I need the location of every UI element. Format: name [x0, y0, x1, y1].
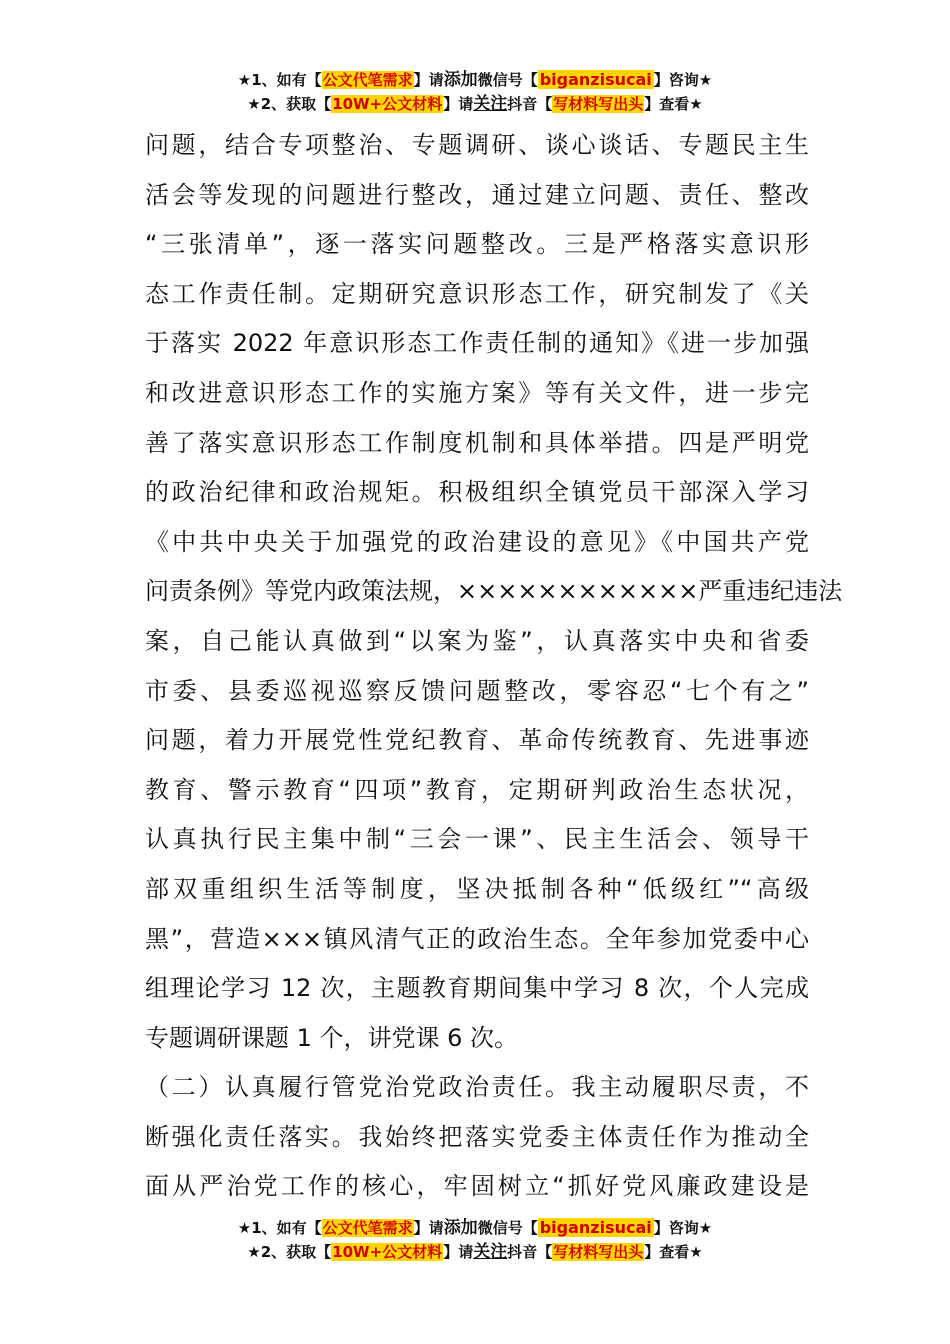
body-line: 问题，结合专项整治、专题调研、谈心谈话、专题民主生	[145, 131, 809, 159]
banner-highlight: 公文代笔需求	[322, 1219, 413, 1237]
banner-highlight: 公文代笔需求	[322, 71, 413, 89]
body-line: 态工作责任制。定期研究意识形态工作，研究制发了《关	[145, 279, 809, 308]
banner-wechat-id: biganzisucai	[539, 1218, 652, 1237]
banner-highlight: 10W+公文材料	[332, 95, 443, 113]
banner-text: 抖音【	[507, 1243, 553, 1261]
banner-emphasis: 添加	[443, 1218, 478, 1238]
banner-wechat-id: biganzisucai	[539, 70, 652, 89]
body-line: 案，自己能认真做到“以案为鉴”，认真落实中央和省委	[145, 626, 809, 655]
banner-line-2	[0, 92, 950, 116]
bottom-banner	[0, 1216, 950, 1264]
banner-line-1	[0, 1216, 950, 1240]
banner-text: 】查看★	[644, 1243, 703, 1261]
body-line: 善了落实意识形态工作制度机制和具体举措。四是严明党	[145, 428, 809, 457]
banner-emphasis: 关注	[473, 1242, 508, 1262]
banner-text: 】咨询★	[653, 71, 713, 89]
banner-text: ★2、获取【	[247, 95, 332, 113]
banner-highlight: 10W+公文材料	[332, 1243, 443, 1261]
banner-text: 】咨询★	[653, 1219, 713, 1237]
body-line: 的政治纪律和政治规矩。积极组织全镇党员干部深入学习	[145, 478, 809, 507]
body-line: 组理论学习 12 次，主题教育期间集中学习 8 次，个人完成	[145, 974, 809, 1003]
body-line: 面从严治党工作的核心，牢固树立“抓好党风廉政建设是	[145, 1172, 809, 1201]
banner-text: ★1、如有【	[237, 1219, 322, 1237]
body-line: 专题调研课题 1 个，讲党课 6 次。	[145, 1023, 519, 1052]
banner-text: 】请	[443, 1243, 474, 1261]
banner-line-2	[0, 1240, 950, 1264]
banner-text: 微信号【	[477, 1219, 538, 1237]
body-line: 《中共中央关于加强党的政治建设的意见》《中国共产党	[145, 527, 809, 556]
banner-text: 抖音【	[507, 95, 553, 113]
banner-line-1	[0, 68, 950, 92]
banner-text: 微信号【	[477, 71, 538, 89]
banner-douyin-name: 写材料写出头	[553, 1243, 644, 1261]
banner-text: 】请	[413, 1219, 444, 1237]
banner-text: 】请	[443, 95, 474, 113]
body-line: 于落实 2022 年意识形态工作责任制的通知》《进一步加强	[145, 329, 809, 358]
body-line: 市委、县委巡视巡察反馈问题整改，零容忍“七个有之”	[145, 676, 809, 705]
body-line: 黑”，营造×××镇风清气正的政治生态。全年参加党委中心	[145, 924, 809, 953]
banner-emphasis: 添加	[443, 70, 478, 90]
body-line: 问责条例》等党内政策法规，××××××××××××严重违纪违法	[145, 577, 843, 606]
banner-douyin-name: 写材料写出头	[553, 95, 644, 113]
banner-emphasis: 关注	[473, 94, 508, 114]
body-line: 部双重组织生活等制度，坚决抵制各种“低级红”“高级	[145, 874, 809, 903]
document-body	[145, 121, 843, 1212]
body-line: 断强化责任落实。我始终把落实党委主体责任作为推动全	[145, 1122, 809, 1151]
banner-text: 】查看★	[644, 95, 703, 113]
banner-text: ★1、如有【	[237, 71, 322, 89]
banner-text: ★2、获取【	[247, 1243, 332, 1261]
body-line: 活会等发现的问题进行整改，通过建立问题、责任、整改	[145, 180, 809, 209]
body-line: 和改进意识形态工作的实施方案》等有关文件，进一步完	[145, 378, 809, 407]
body-line: 认真执行民主集中制“三会一课”、民主生活会、领导干	[145, 825, 809, 854]
body-line: 教育、警示教育“四项”教育，定期研判政治生态状况，	[145, 775, 809, 804]
body-line: （二）认真履行管党治党政治责任。我主动履职尽责，不	[145, 1073, 809, 1102]
banner-text: 】请	[413, 71, 444, 89]
body-line: “三张清单”，逐一落实问题整改。三是严格落实意识形	[145, 230, 809, 259]
body-line: 问题，着力开展党性党纪教育、革命传统教育、先进事迹	[145, 726, 809, 755]
top-banner	[0, 68, 950, 116]
